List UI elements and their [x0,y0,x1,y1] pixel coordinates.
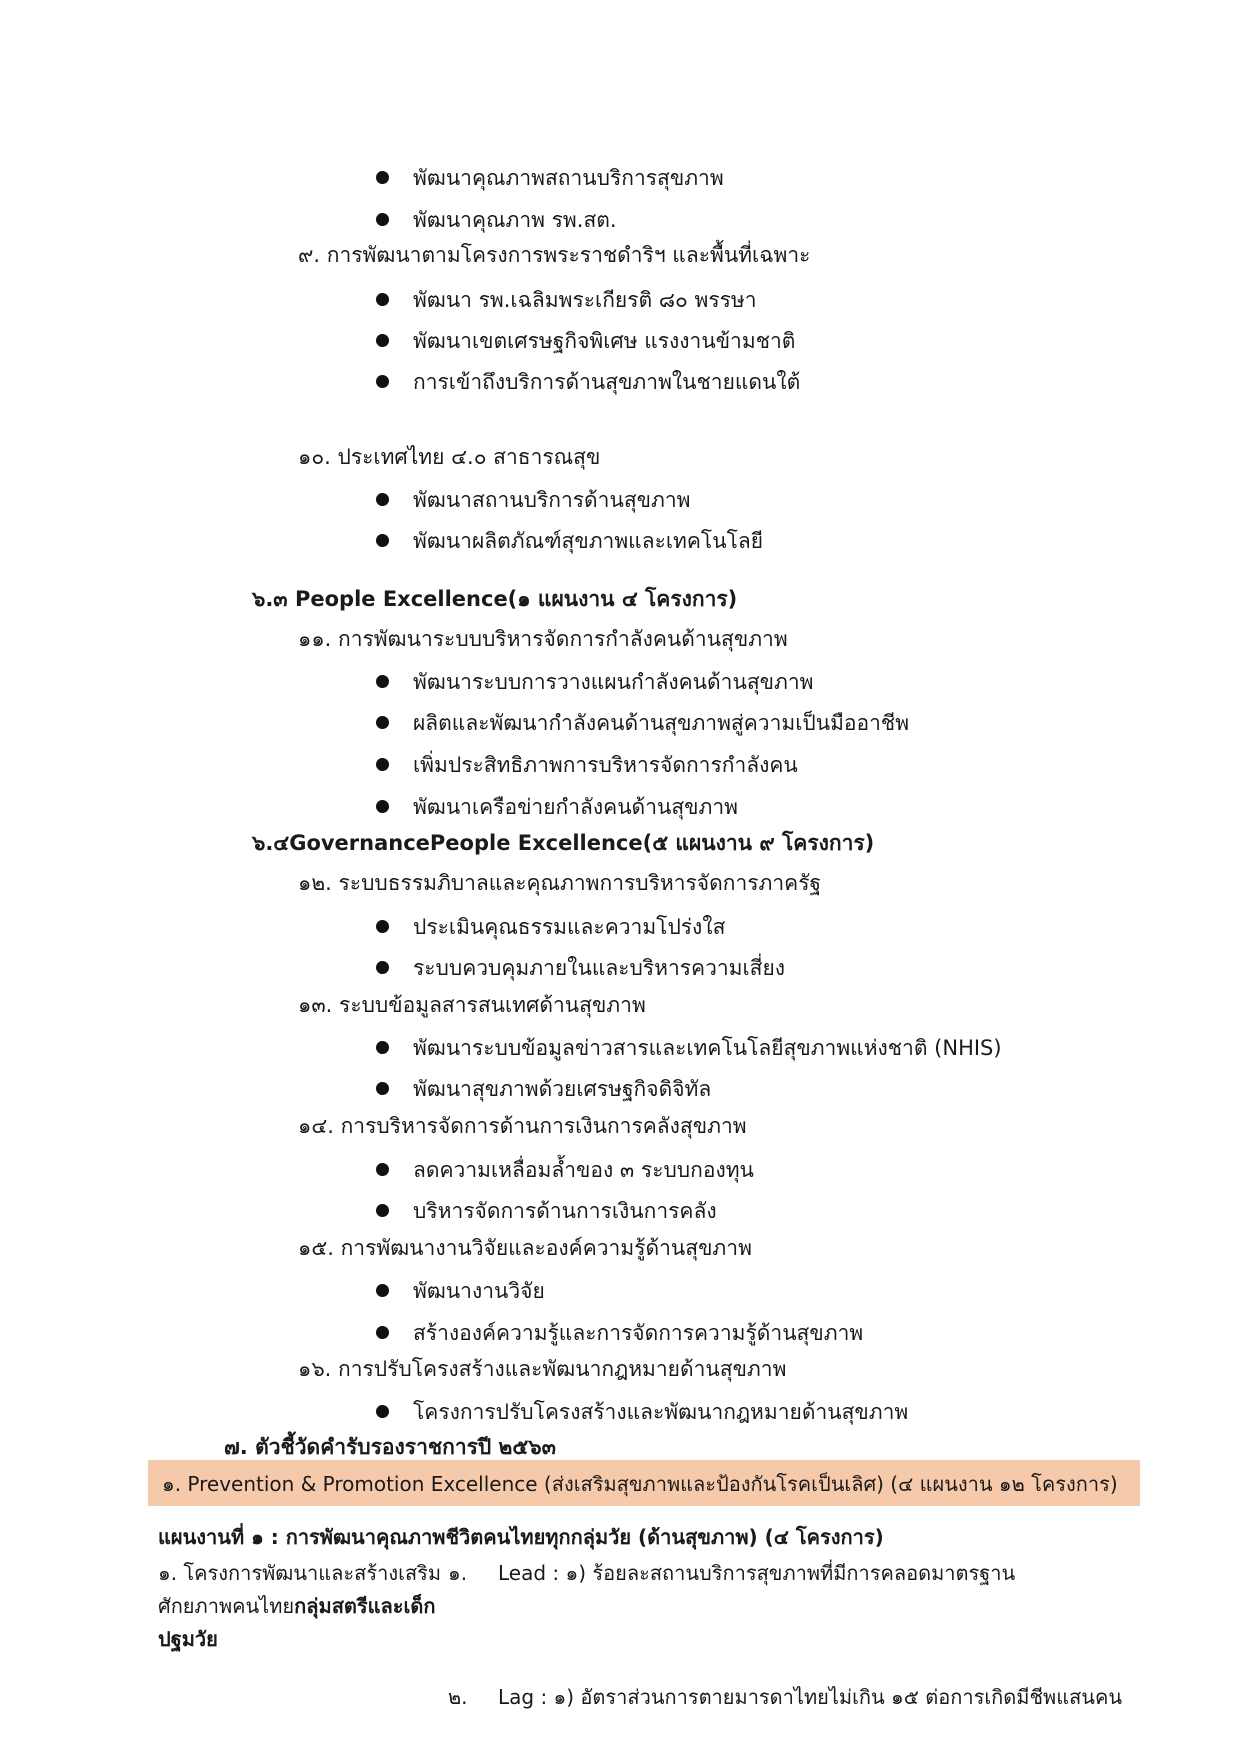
project-cell-bold: กลุ่มสตรีและเด็ก [294,1594,436,1618]
project-cell-plain: ศักยภาพคนไทย [158,1594,295,1618]
indicator-text-1: Lead : ๑) ร้อยละสถานบริการสุขภาพที่มีการคลอดมาตรฐาน [498,1561,1016,1585]
bullet-item: บริหารจัดการด้านการเงินการคลัง [376,1196,717,1226]
bullet-item: พัฒนาคุณภาพสถานบริการสุขภาพ [376,163,724,193]
bullet-item: เพิ่มประสิทธิภาพการบริหารจัดการกำลังคน [376,750,798,780]
project-title: ๑๖. การปรับโครงสร้างและพัฒนากฎหมายด้านสุขภาพ [298,1357,787,1381]
bullet-item: พัฒนาเขตเศรษฐกิจพิเศษ แรงงานข้ามชาติ [376,326,795,356]
project-title: ๑๑. การพัฒนาระบบบริหารจัดการกำลังคนด้านสุขภาพ [298,627,788,651]
bullet-item: พัฒนางานวิจัย [376,1276,545,1306]
plan-title: แผนงานที่ ๑ : การพัฒนาคุณภาพชีวิตคนไทยทุกกลุ่มวัย (ด้านสุขภาพ) (๔ โครงการ) [158,1525,884,1549]
project-title: ๑๓. ระบบข้อมูลสารสนเทศด้านสุขภาพ [298,993,646,1017]
project-cell-line-3: ปฐมวัย [158,1627,218,1651]
bullet-item: พัฒนาสุขภาพด้วยเศรษฐกิจดิจิทัล [376,1074,711,1104]
subsection-heading: ๖.๔GovernancePeople Excellence(๕ แผนงาน ๙ โครงการ) [252,831,875,855]
bullet-item: พัฒนาระบบข้อมูลข่าวสารและเทคโนโลยีสุขภาพแห่งชาติ (NHIS) [376,1033,1002,1063]
section-heading: ๗. ตัวชี้วัดคำรับรองราชการปี ๒๕๖๓ [224,1435,556,1459]
bullet-item: ลดความเหลื่อมล้ำของ ๓ ระบบกองทุน [376,1155,754,1185]
bullet-item: การเข้าถึงบริการด้านสุขภาพในชายแดนใต้ [376,367,800,397]
indicator-number-2: ๒. [448,1685,468,1709]
bullet-item: ประเมินคุณธรรมและความโปร่งใส [376,912,725,942]
project-title: ๙. การพัฒนาตามโครงการพระราชดำริฯ และพื้นที่เฉพาะ [298,243,811,267]
indicator-text-2: Lag : ๑) อัตราส่วนการตายมารดาไทยไม่เกิน ๑๕ ต่อการเกิดมีชีพแสนคน [498,1685,1123,1709]
project-cell-line-2 [158,1591,435,1621]
bullet-item: โครงการปรับโครงสร้างและพัฒนากฎหมายด้านสุขภาพ [376,1397,908,1427]
project-title: ๑๐. ประเทศไทย ๔.๐ สาธารณสุข [298,445,601,469]
section-banner-title: ๑. Prevention & Promotion Excellence (ส่งเสริมสุขภาพและป้องกันโรคเป็นเลิศ) (๔ แผนงาน ๑๒ โครงการ) [162,1472,1118,1496]
bullet-item: พัฒนาระบบการวางแผนกำลังคนด้านสุขภาพ [376,667,813,697]
bullet-item: พัฒนาผลิตภัณฑ์สุขภาพและเทคโนโลยี [376,526,763,556]
bullet-item: สร้างองค์ความรู้และการจัดการความรู้ด้านสุขภาพ [376,1318,863,1348]
indicator-number-1: ๑. [448,1561,468,1585]
project-title: ๑๕. การพัฒนางานวิจัยและองค์ความรู้ด้านสุขภาพ [298,1236,752,1260]
bullet-item: ผลิตและพัฒนากำลังคนด้านสุขภาพสู่ความเป็นมืออาชีพ [376,708,909,738]
bullet-item: ระบบควบคุมภายในและบริหารความเสี่ยง [376,953,785,983]
bullet-item: พัฒนา รพ.เฉลิมพระเกียรติ ๘๐ พรรษา [376,285,757,315]
project-cell-line-1: ๑. โครงการพัฒนาและสร้างเสริม [158,1561,442,1585]
project-title: ๑๒. ระบบธรรมภิบาลและคุณภาพการบริหารจัดการภาครัฐ [298,871,822,895]
project-title: ๑๔. การบริหารจัดการด้านการเงินการคลังสุขภาพ [298,1114,747,1138]
bullet-item: พัฒนาคุณภาพ รพ.สต. [376,205,617,235]
bullet-item: พัฒนาเครือข่ายกำลังคนด้านสุขภาพ [376,792,738,822]
subsection-heading: ๖.๓ People Excellence(๑ แผนงาน ๔ โครงการ) [252,587,738,611]
bullet-item: พัฒนาสถานบริการด้านสุขภาพ [376,485,690,515]
